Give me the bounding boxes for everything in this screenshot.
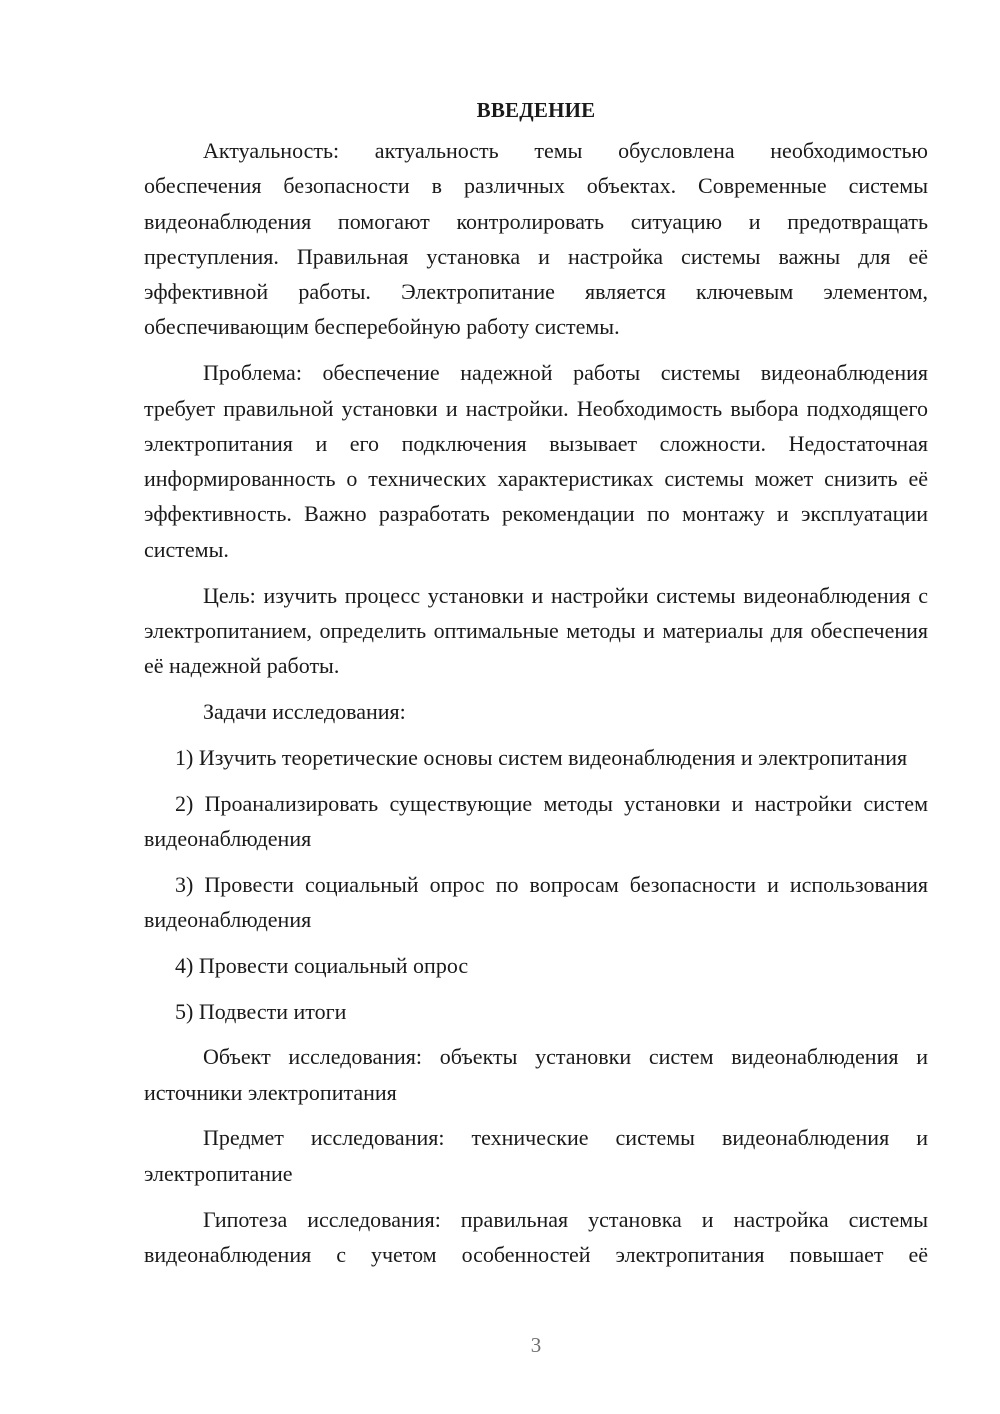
section-title: ВВЕДЕНИЕ	[476, 98, 596, 122]
problem-paragraph: Проблема: обеспечение надежной работы системы видеонаблюдения требует правильной установки и настройки. Необходимость выбора подходящего электропитания и его подключения вызывает сложности. Недостаточная информированность о технических характеристиках системы может снизить её эффективность. Важно разработать рекомендации по монтажу и эксплуатации системы.	[144, 360, 928, 562]
hypothesis-paragraph: Гипотеза исследования: правильная установка и настройка системы видеонаблюдения с учетом особенностей электропитания повышает её	[144, 1206, 928, 1267]
document-page	[144, 95, 928, 1283]
tasks-heading: Задачи исследования:	[203, 698, 406, 724]
subject-paragraph: Предмет исследования: технические системы видеонаблюдения и электропитание	[144, 1125, 928, 1186]
page-number: 3	[530, 1333, 542, 1357]
relevance-paragraph: Актуальность: актуальность темы обусловлена необходимостью обеспечения безопасности в различных объектах. Современные системы видеонаблюдения помогают контролировать ситуацию и предотвращать преступления. Правильная установка и настройка системы важны для её эффективной работы. Электропитание является ключевым элементом, обеспечивающим бесперебойную работу системы.	[144, 138, 928, 340]
task-item-3: 3) Провести социальный опрос по вопросам безопасности и использования видеонаблюдения	[144, 871, 928, 932]
task-item-4: 4) Провести социальный опрос	[175, 952, 469, 978]
object-paragraph: Объект исследования: объекты установки систем видеонаблюдения и источники электропитания	[144, 1044, 928, 1105]
task-item-1: 1) Изучить теоретические основы систем видеонаблюдения и электропитания	[175, 744, 908, 770]
goal-paragraph: Цель: изучить процесс установки и настройки системы видеонаблюдения с электропитанием, определить оптимальные методы и материалы для обеспечения её надежной работы.	[144, 582, 928, 679]
task-item-5: 5) Подвести итоги	[175, 998, 347, 1024]
task-item-2: 2) Проанализировать существующие методы установки и настройки систем видеонаблюдения	[144, 790, 928, 851]
